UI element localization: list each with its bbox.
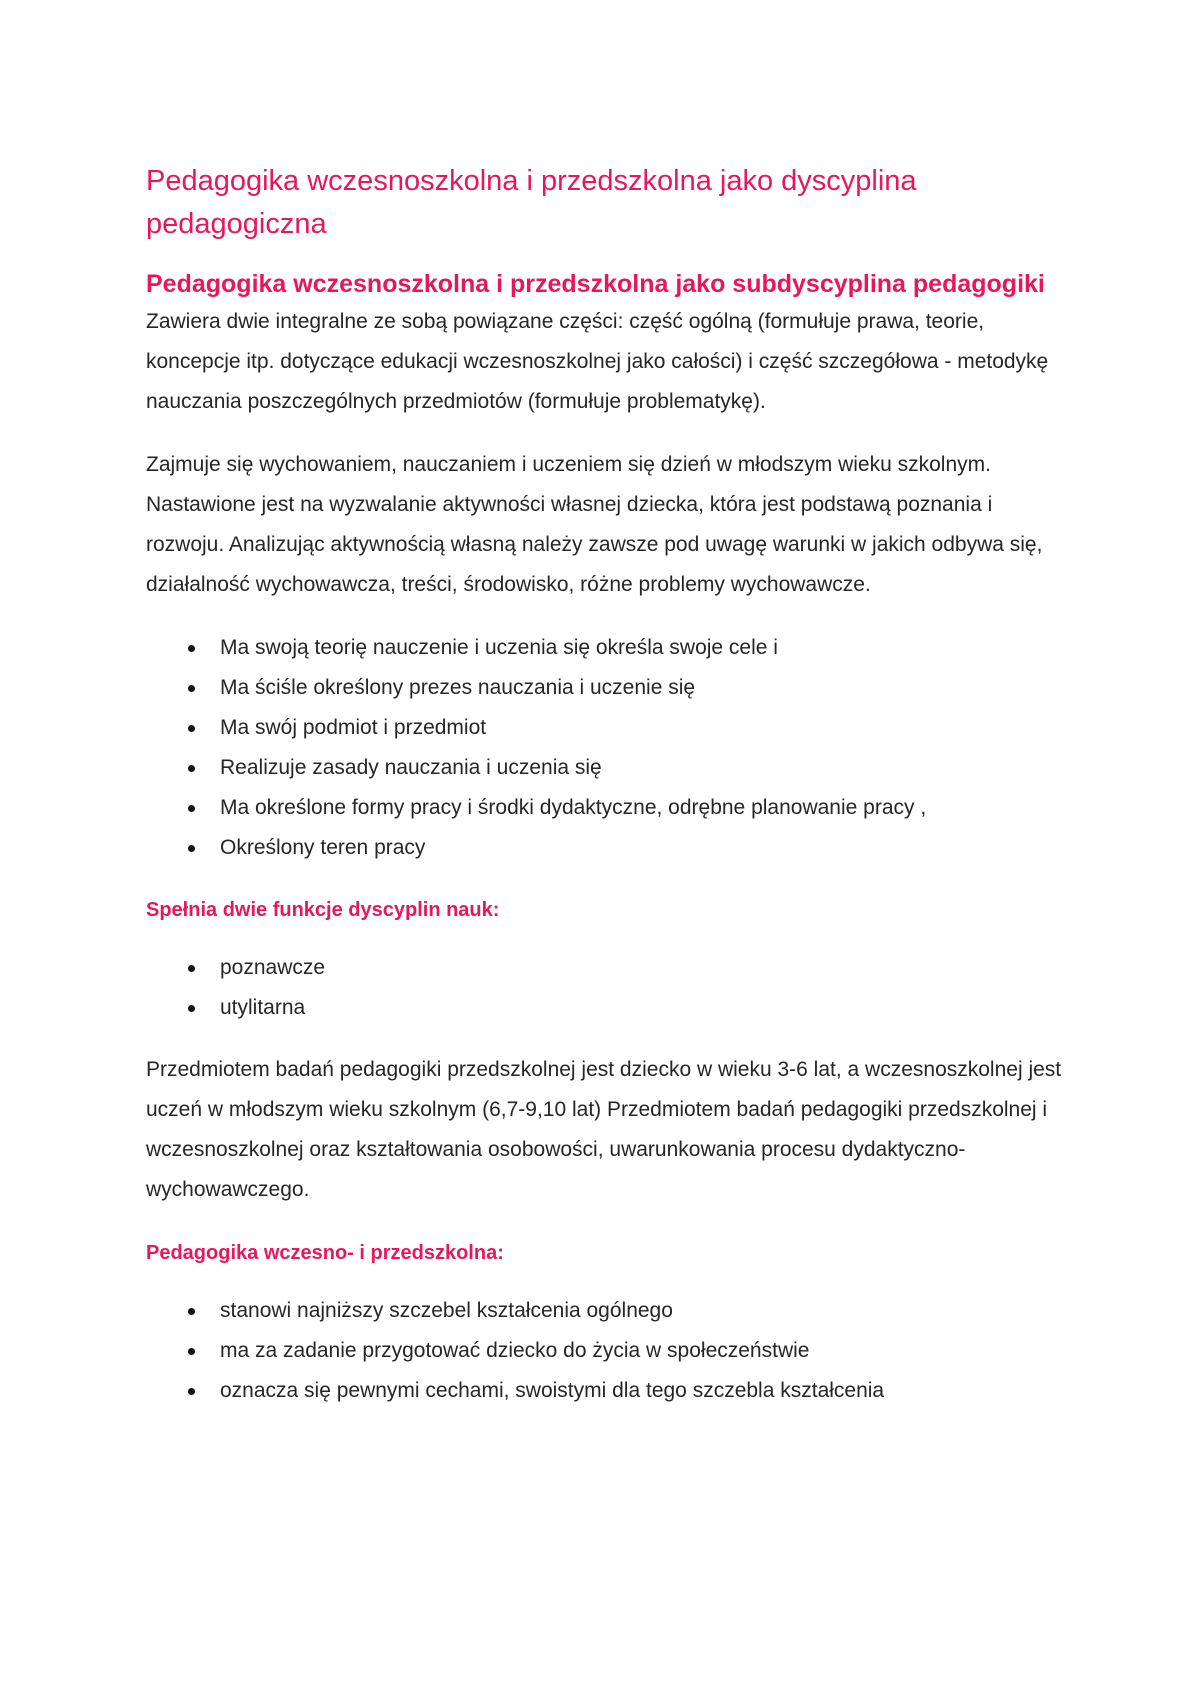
paragraph-1: Zawiera dwie integralne ze sobą powiązane części: część ogólną (formułuje prawa, teorie, koncepcje itp. dotyczące edukacji wczesnoszkolnej jako całości) i część szczegółowa - metodykę nauczania poszczególnych przedmiotów (formułuje problematykę).: [146, 310, 1049, 413]
bullet-icon: [188, 805, 195, 812]
bullet-icon: [188, 965, 195, 972]
bullet-icon: [188, 1388, 195, 1395]
section-heading-functions: Spełnia dwie funkcje dyscyplin nauk:: [146, 899, 500, 921]
bullet-icon: [188, 685, 195, 692]
list-item: Ma ściśle określony prezes nauczania i uczenie się: [146, 668, 1076, 708]
list-item: Ma swój podmiot i przedmiot: [146, 708, 1076, 748]
paragraph-3: Przedmiotem badań pedagogiki przedszkolnej jest dziecko w wieku 3-6 lat, a wczesnoszkolnej jest uczeń w młodszym wieku szkolnym (6,7-9,10 lat) Przedmiotem badań pedagogiki przedszkolnej i wczesnoszkolnej oraz kształtowania osobowości, uwarunkowania procesu dydaktyczno-wychowawczego.: [146, 1058, 1062, 1201]
features-list: [146, 628, 1076, 868]
paragraph-2: Zajmuje się wychowaniem, nauczaniem i uczeniem się dzień w młodszym wieku szkolnym. Nastawione jest na wyzwalanie aktywności własnej dziecka, która jest podstawą poznania i rozwoju. Analizując aktywnością własną należy zawsze pod uwagę warunki w jakich odbywa się, działalność wychowawcza, treści, środowisko, różne problemy wychowawcze.: [146, 453, 1043, 596]
list-item: Ma określone formy pracy i środki dydaktyczne, odrębne planowanie pracy ,: [146, 788, 1076, 828]
bullet-icon: [188, 645, 195, 652]
list-item: ma za zadanie przygotować dziecko do życia w społeczeństwie: [146, 1331, 1076, 1371]
section-heading-pedagogy: Pedagogika wczesno- i przedszkolna:: [146, 1242, 504, 1264]
functions-list: [146, 948, 1076, 1028]
bullet-icon: [188, 1308, 195, 1315]
pedagogy-list: [146, 1291, 1076, 1411]
bullet-icon: [188, 845, 195, 852]
document-subtitle: Pedagogika wczesnoszkolna i przedszkolna jako subdyscyplina pedagogiki: [146, 270, 1045, 298]
list-item: poznawcze: [146, 948, 1076, 988]
list-item: Ma swoją teorię nauczenie i uczenia się określa swoje cele i: [146, 628, 1076, 668]
list-item: utylitarna: [146, 988, 1076, 1028]
document-title: Pedagogika wczesnoszkolna i przedszkolna jako dyscyplina pedagogiczna: [146, 165, 917, 240]
bullet-icon: [188, 725, 195, 732]
bullet-icon: [188, 765, 195, 772]
document-content: [146, 160, 1076, 1433]
bullet-icon: [188, 1348, 195, 1355]
list-item: Określony teren pracy: [146, 828, 1076, 868]
list-item: oznacza się pewnymi cechami, swoistymi dla tego szczebla kształcenia: [146, 1371, 1076, 1411]
list-item: stanowi najniższy szczebel kształcenia ogólnego: [146, 1291, 1076, 1331]
list-item: Realizuje zasady nauczania i uczenia się: [146, 748, 1076, 788]
bullet-icon: [188, 1005, 195, 1012]
